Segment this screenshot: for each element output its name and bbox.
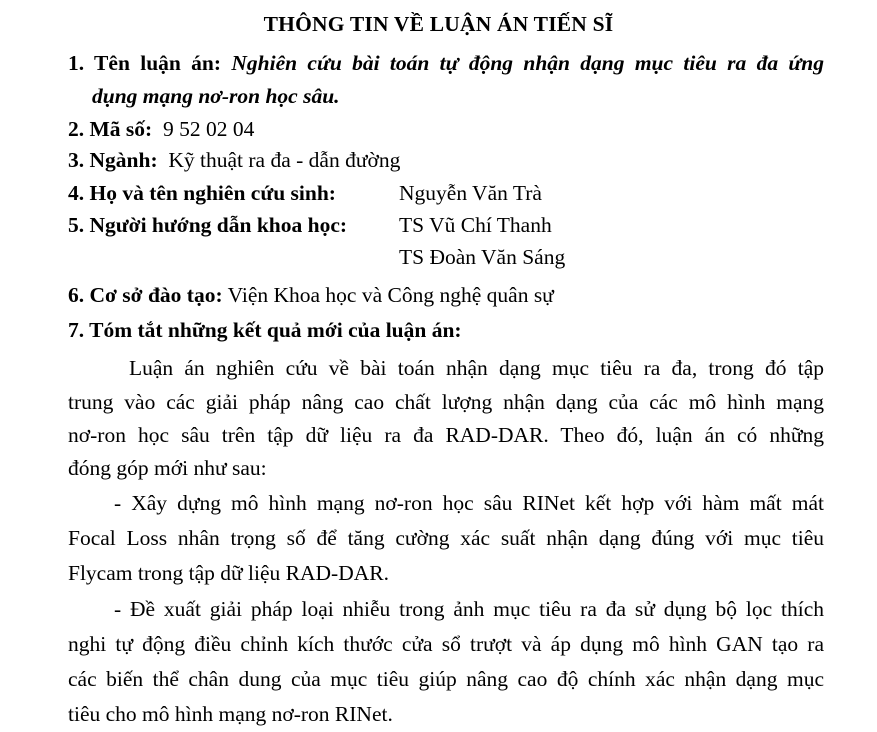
thesis-name-line-1 (68, 49, 824, 77)
institution-label: 6. Cơ sở đào tạo: (68, 283, 223, 307)
document-title: THÔNG TIN VỀ LUẬN ÁN TIẾN SĨ (263, 12, 614, 36)
thesis-name-line-2: dụng mạng nơ-ron học sâu. (92, 84, 340, 108)
contribution-2-line-2: nghi tự động điều chỉnh kích thước cửa sổ trượt và áp dụng mô hình GAN tạo ra (68, 632, 824, 656)
thesis-name-label: 1. Tên luận án: (68, 51, 222, 75)
thesis-name-value: Nghiên cứu bài toán tự động nhận dạng mục tiêu ra đa ứng (231, 51, 824, 75)
supervisors-label: 5. Người hướng dẫn khoa học: (68, 213, 348, 237)
code-label: 2. Mã số: (68, 117, 153, 141)
major-value: Kỹ thuật ra đa - dẫn đường (168, 148, 401, 172)
institution-value: Viện Khoa học và Công nghệ quân sự (227, 283, 554, 307)
contribution-2-line-3: các biến thể chân dung của mục tiêu giúp nâng cao độ chính xác nhận dạng mục (68, 667, 824, 691)
contribution-1-line-3: Flycam trong tập dữ liệu RAD-DAR. (68, 561, 389, 585)
contribution-2-line-4: tiêu cho mô hình mạng nơ-ron RINet. (68, 702, 393, 726)
code-value: 9 52 02 04 (162, 117, 255, 141)
contribution-2-line-1: - Đề xuất giải pháp loại nhiễu trong ảnh mục tiêu ra đa sử dụng bộ lọc thích (114, 597, 824, 621)
major-row (68, 146, 400, 174)
summary-label: 7. Tóm tắt những kết quả mới của luận án: (68, 318, 462, 342)
student-value: Nguyễn Văn Trà (399, 181, 542, 205)
contribution-1-line-2: Focal Loss nhân trọng số để tăng cường xác suất nhận dạng đúng với mục tiêu (68, 526, 824, 550)
supervisor-2: TS Đoàn Văn Sáng (399, 245, 566, 269)
intro-line-4: đóng góp mới như sau: (68, 456, 267, 480)
intro-line-1: Luận án nghiên cứu về bài toán nhận dạng mục tiêu ra đa, trong đó tập (129, 356, 824, 380)
major-label: 3. Ngành: (68, 148, 158, 172)
supervisor-1: TS Vũ Chí Thanh (399, 213, 552, 237)
institution-row (68, 281, 554, 309)
code-row (68, 115, 254, 143)
student-label: 4. Họ và tên nghiên cứu sinh: (68, 181, 336, 205)
intro-line-3: nơ-ron học sâu trên tập dữ liệu ra đa RAD-DAR. Theo đó, luận án có những (68, 423, 824, 447)
intro-line-2: trung vào các giải pháp nâng cao chất lượng nhận dạng của các mô hình mạng (68, 390, 824, 414)
contribution-1-line-1: - Xây dựng mô hình mạng nơ-ron học sâu RINet kết hợp với hàm mất mát (114, 491, 824, 515)
